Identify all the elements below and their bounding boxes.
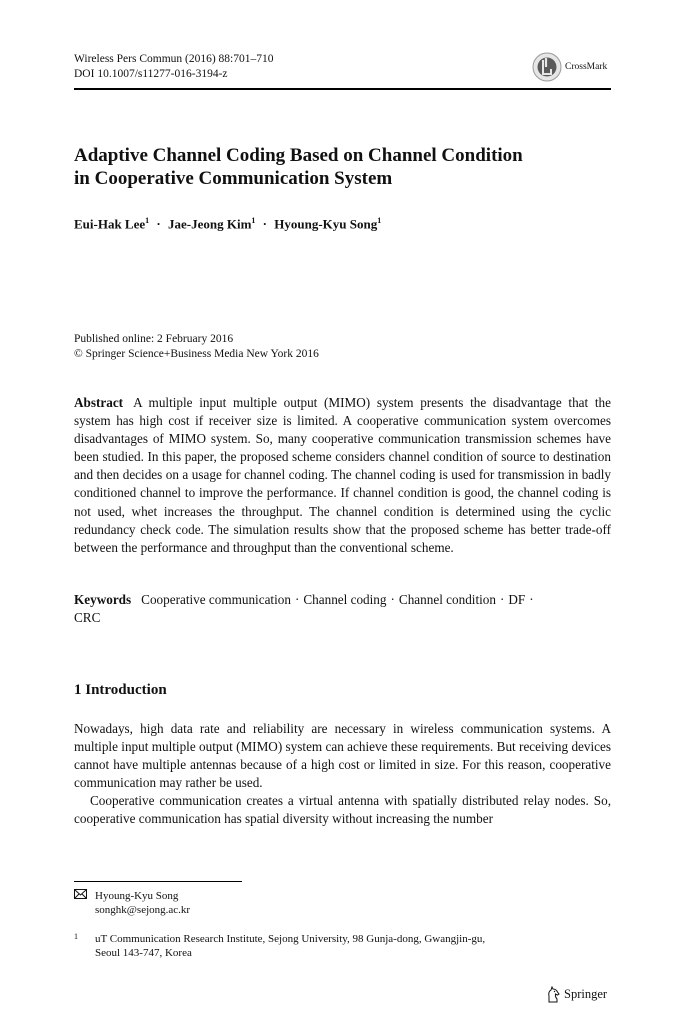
keyword: DF <box>508 592 526 607</box>
paragraph: Nowadays, high data rate and reliability are necessary in wireless communication systems. A multiple input multiple output (MIMO) system can achieve these requirements. But receiving devices cannot have multiple antennas because of a high cost or limited in size. For this reason, cooperative communication may rather be used. <box>74 721 611 791</box>
envelope-icon <box>74 889 90 903</box>
keyword-separator: · <box>294 592 300 607</box>
author-list <box>74 216 381 232</box>
springer-horse-icon <box>546 986 561 1003</box>
corresponding-author-name: Hyoung-Kyu Song <box>95 890 179 902</box>
abstract-text: A multiple input multiple output (MIMO) system presents the disadvantage that the system has high cost if receiver size is limited. A cooperative communication system overcomes disadvantages of MIMO system. So, many cooperative communication transmission schemes have been studied. In this paper, the proposed scheme considers channel condition of source to destination and then decides on a usage for channel coding. The channel coding is used for transmission in badly conditioned channel to improve the performance. If channel condition is good, the channel coding is not used, whet increases the throughput. The channel condition is determined using the cyclic redundancy check code. The simulation results show that the proposed scheme has better trade-off between the performance and throughput than the conventional scheme. <box>74 395 611 555</box>
keyword-separator: · <box>529 592 534 607</box>
affiliation-footnote <box>74 932 485 960</box>
keyword-separator: · <box>390 592 395 607</box>
author-name[interactable]: Hyoung-Kyu Song <box>274 216 378 232</box>
section-heading: 1 Introduction <box>74 682 167 698</box>
affiliation-line: Seoul 143-747, Korea <box>95 947 192 959</box>
author-separator: · <box>156 216 161 232</box>
title-line-1: Adaptive Channel Coding Based on Channel Condition <box>74 145 523 166</box>
introduction-body <box>74 720 611 829</box>
keywords <box>74 591 611 627</box>
published-date: Published online: 2 February 2016 <box>74 333 234 345</box>
affiliation-line: uT Communication Research Institute, Sejong University, 98 Gunja-dong, Gwangjin-gu, <box>95 933 486 945</box>
affiliation-mark: 1 <box>74 932 78 941</box>
paragraph: Cooperative communication creates a virtual antenna with spatially distributed relay nodes. So, cooperative communication has spatial diversity without increasing the number <box>74 793 611 827</box>
author-affiliation-mark: 1 <box>377 216 382 225</box>
author-name[interactable]: Jae-Jeong Kim <box>168 216 252 232</box>
journal-info <box>74 52 274 82</box>
keyword: Cooperative communication <box>141 592 291 607</box>
author-affiliation-mark: 1 <box>145 216 150 225</box>
email-link[interactable]: songhk@sejong.ac.kr <box>95 904 191 916</box>
header-rule <box>74 88 611 90</box>
author-name[interactable]: Eui-Hak Lee <box>74 216 146 232</box>
abstract <box>74 394 611 557</box>
keywords-label: Keywords <box>74 592 132 607</box>
crossmark-label: CrossMark <box>565 62 608 72</box>
publisher-name: Springer <box>564 987 608 1001</box>
journal-citation: Wireless Pers Commun (2016) 88:701–710 <box>74 53 274 65</box>
keyword: Channel coding <box>303 592 387 607</box>
doi-link[interactable]: DOI 10.1007/s11277-016-3194-z <box>74 68 228 80</box>
copyright-line: © Springer Science+Business Media New York 2016 <box>74 348 319 360</box>
corresponding-author-footnote <box>74 889 190 917</box>
keyword-separator: · <box>499 592 505 607</box>
abstract-label: Abstract <box>74 395 124 410</box>
crossmark-icon <box>532 52 562 82</box>
footnote-rule <box>74 881 242 882</box>
author-affiliation-mark: 1 <box>251 216 256 225</box>
author-separator: · <box>262 216 267 232</box>
springer-logo <box>546 986 607 1003</box>
publication-info <box>74 332 319 362</box>
paper-title <box>74 144 611 190</box>
keyword: Channel condition <box>398 592 496 607</box>
crossmark-badge[interactable] <box>532 52 607 82</box>
title-line-2: in Cooperative Communication System <box>74 168 393 189</box>
keyword: CRC <box>74 610 101 626</box>
